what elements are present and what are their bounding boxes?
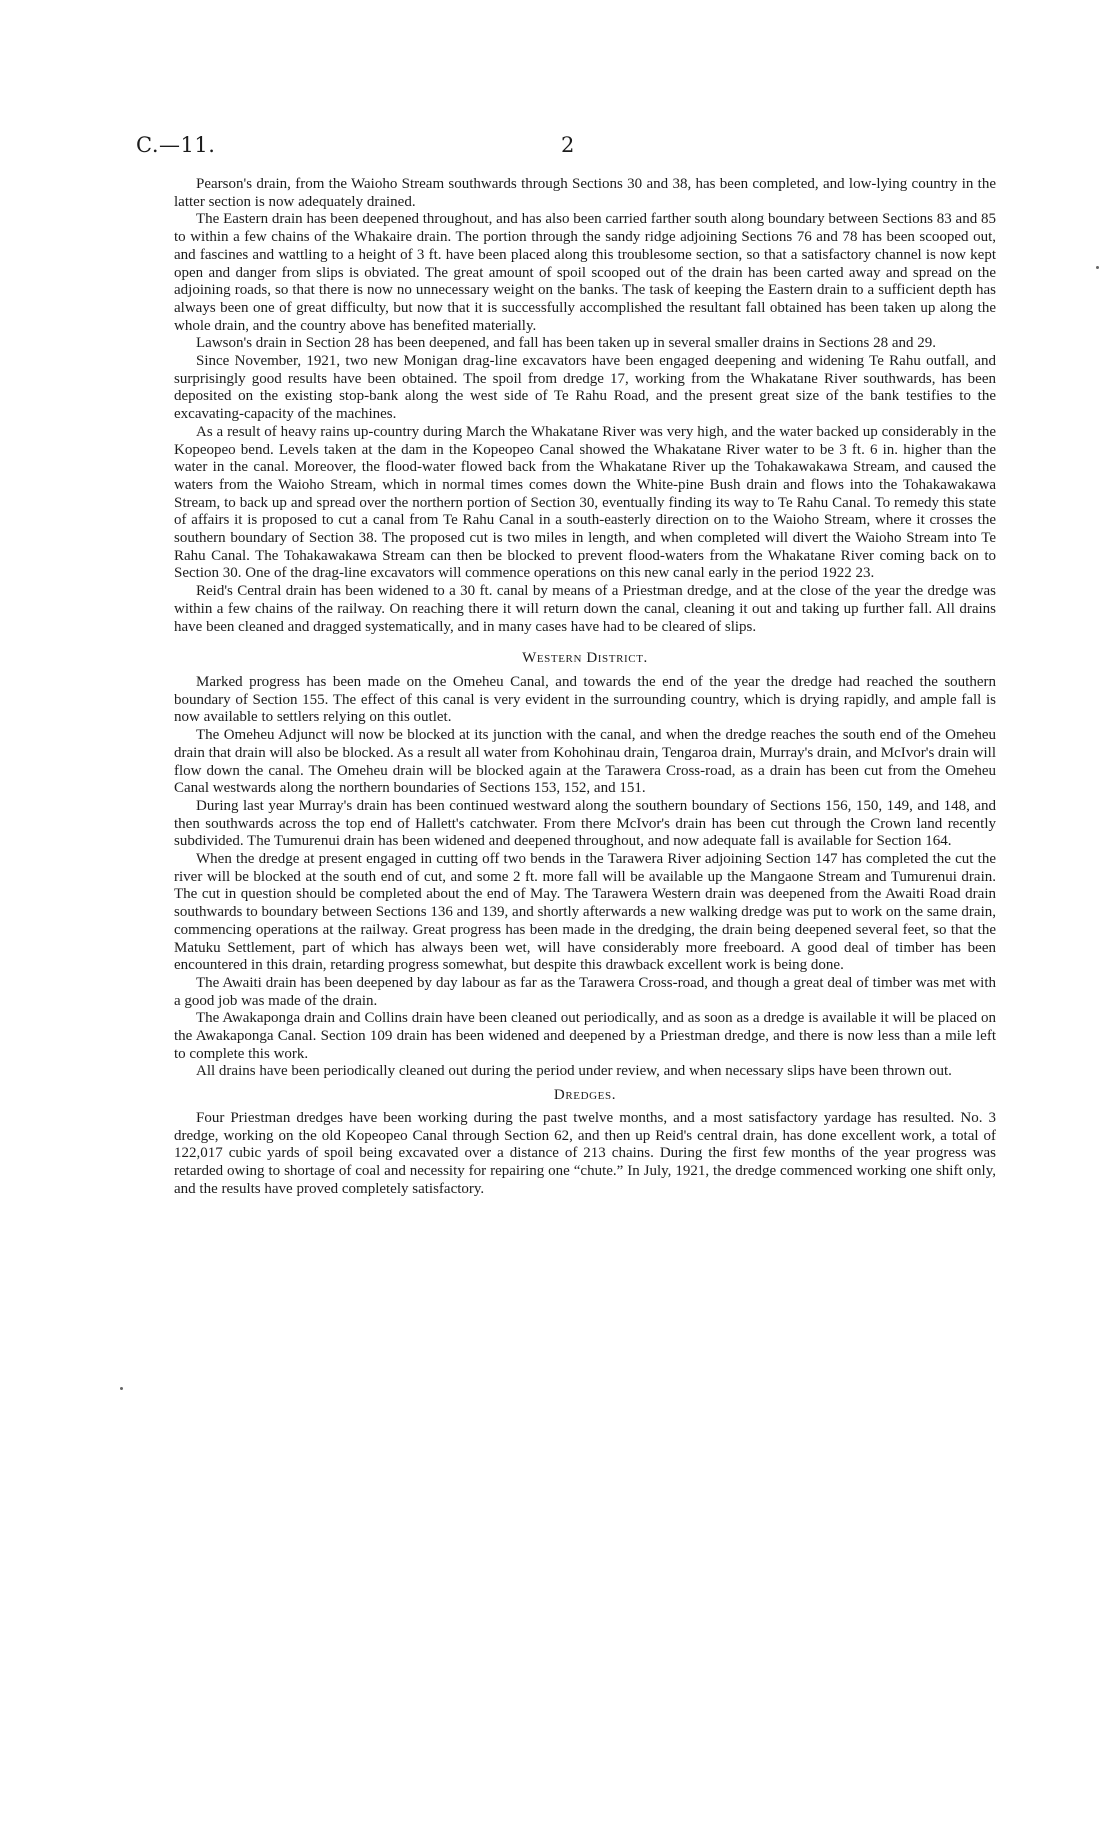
paragraph-priestman-dredges: Four Priestman dredges have been working during the past twelve months, and a most satisfactory yardage has resulted. No. 3 dredge, working on the old Kopeopeo Canal through Section 62, and then up Reid's central drain, has done excellent work, a total of 122,017 cubic yards of spoil being excavated over a distance of 213 chains. During the first few months of the year progress was retarded owing to shortage of coal and necessity for repairing one “chute.” In July, 1921, the dredge commenced working one shift only, and the results have proved completely satisfactory. bbox=[174, 1109, 996, 1197]
heading-western-district: Western District. bbox=[522, 650, 648, 667]
page-smudge-mark bbox=[1096, 266, 1099, 269]
document-reference: C.—11. bbox=[136, 133, 216, 157]
paragraph-awaiti-drain: The Awaiti drain has been deepened by day labour as far as the Tarawera Cross-road, and though a great deal of timber was met with a good job was made of the drain. bbox=[174, 974, 996, 1009]
heading-dredges: Dredges. bbox=[553, 1087, 617, 1104]
paragraph-lawsons-drain: Lawson's drain in Section 28 has been deepened, and fall has been taken up in several smaller drains in Sections 28 and 29. bbox=[196, 335, 936, 352]
page-header bbox=[136, 133, 998, 163]
page-number: 2 bbox=[561, 133, 575, 157]
paragraph-omeheu-adjunct: The Omeheu Adjunct will now be blocked at its junction with the canal, and when the dredge reaches the south end of the Omeheu drain that drain will also be blocked. As a result all water from Kohohinau drain, Tengaroa drain, Murray's drain, and McIvor's drain will flow down the canal. The Omeheu drain will be blocked again at the Tarawera Cross-road, as a drain has been cut from the Omeheu Canal westwards along the northern boundaries of Sections 153, 152, and 151. bbox=[174, 727, 996, 797]
paragraph-eastern-drain: The Eastern drain has been deepened throughout, and has also been carried farther south along boundary between Sections 83 and 85 to within a few chains of the Whakaire drain. The portion through the sandy ridge adjoining Sections 76 and 78 has been scooped out, and fascines and wattling to a height of 3 ft. have been placed along this troublesome section, so that a satisfactory channel is now kept open and danger from slips is obviated. The great amount of spoil scooped out of the drain has been carted away and spread on the adjoining roads, so that there is now no unnecessary weight on the banks. The task of keeping the Eastern drain to a sufficient depth has always been one of great difficulty, but now that it is successfully accomplished the resultant fall obtained has been taken up along the whole drain, and the country above has benefited materially. bbox=[174, 211, 996, 334]
paragraph-tarawera-river-cut: When the dredge at present engaged in cutting off two bends in the Tarawera River adjoining Section 147 has completed the cut the river will be blocked at the south end of cut, and some 2 ft. more fall will be available up the Mangaone Stream and Tumurenui drain. The cut in question should be completed about the end of May. The Tarawera Western drain was deepened from the Awaiti Road drain southwards to boundary between Sections 136 and 139, and shortly afterwards a new walking dredge was put to work on the same drain, commencing operations at the railway. Great progress has been made in the dredging, the drain being deepened several feet, so that the Matuku Settlement, part of which has always been wet, will have considerably more freeboard. A good deal of timber has been encountered in this drain, retarding progress somewhat, but despite this drawback excellent work is being done. bbox=[174, 851, 996, 974]
paragraph-pearsons-drain: Pearson's drain, from the Waioho Stream southwards through Sections 30 and 38, has been completed, and low-lying country in the latter section is now adequately drained. bbox=[174, 176, 996, 210]
paragraph-murrays-drain: During last year Murray's drain has been continued westward along the southern boundary of Sections 156, 150, 149, and 148, and then southwards across the top end of Hallett's catchwater. From there McIvor's drain has been cut through the Crown land recently subdivided. The Tumurenui drain has been widened and deepened throughout, and now adequate fall is available for Section 164. bbox=[174, 797, 996, 850]
paragraph-reids-central-drain: Reid's Central drain has been widened to a 30 ft. canal by means of a Priestman dredge, and at the close of the year the dredge was within a few chains of the railway. On reaching there it will return down the canal, cleaning it out and taking up further fall. All drains have been cleaned and dragged systematically, and in many cases have had to be cleared of slips. bbox=[174, 583, 996, 635]
page-smudge-mark bbox=[120, 1387, 123, 1390]
paragraph-flood-waters: As a result of heavy rains up-country during March the Whakatane River was very high, and the water backed up considerably in the Kopeopeo bend. Levels taken at the dam in the Kopeopeo Canal showed the Whakatane River water to be 3 ft. 6 in. higher than the water in the canal. Moreover, the flood-water flowed back from the Whakatane River up the Tohakawakawa Stream, and caused the waters from the Waioho Stream, which in normal times comes down the White-pine Bush drain and flows into the Tohakawakawa Stream, to back up and spread over the northern portion of Section 30, eventually finding its way to Te Rahu Canal. To remedy this state of affairs it is proposed to cut a canal from Te Rahu Canal in a south-easterly direction on to the Waioho Stream, where it crosses the southern boundary of Section 38. The proposed cut is two miles in length, and when completed will divert the Waioho Stream into Te Rahu Canal. The Tohakawakawa Stream can then be blocked to prevent flood-waters from the Whakatane River coming back on to Section 30. One of the drag-line excavators will commence operations on this new canal early in the period 1922 23. bbox=[174, 423, 996, 582]
paragraph-awakaponga-drain: The Awakaponga drain and Collins drain have been cleaned out periodically, and as soon as a dredge is available it will be placed on the Awakaponga Canal. Section 109 drain has been widened and deepened by a Priestman dredge, and there is now less than a mile left to complete this work. bbox=[174, 1010, 996, 1062]
paragraph-drains-cleaned: All drains have been periodically cleaned out during the period under review, and when necessary slips have been thrown out. bbox=[196, 1063, 952, 1080]
document-body bbox=[174, 176, 996, 1198]
paragraph-omeheu-canal: Marked progress has been made on the Omeheu Canal, and towards the end of the year the dredge had reached the southern boundary of Section 155. The effect of this canal is very evident in the surrounding country, which is drying rapidly, and ample fall is now available to settlers relying on this outlet. bbox=[174, 673, 996, 726]
paragraph-te-rahu-outfall: Since November, 1921, two new Monigan drag-line excavators have been engaged deepening and widening Te Rahu outfall, and surprisingly good results have been obtained. The spoil from dredge 17, working from the Whakatane River southwards, has been deposited on the existing stop-bank along the west side of Te Rahu Road, and the present great size of the bank testifies to the excavating-capacity of the machines. bbox=[174, 353, 996, 423]
